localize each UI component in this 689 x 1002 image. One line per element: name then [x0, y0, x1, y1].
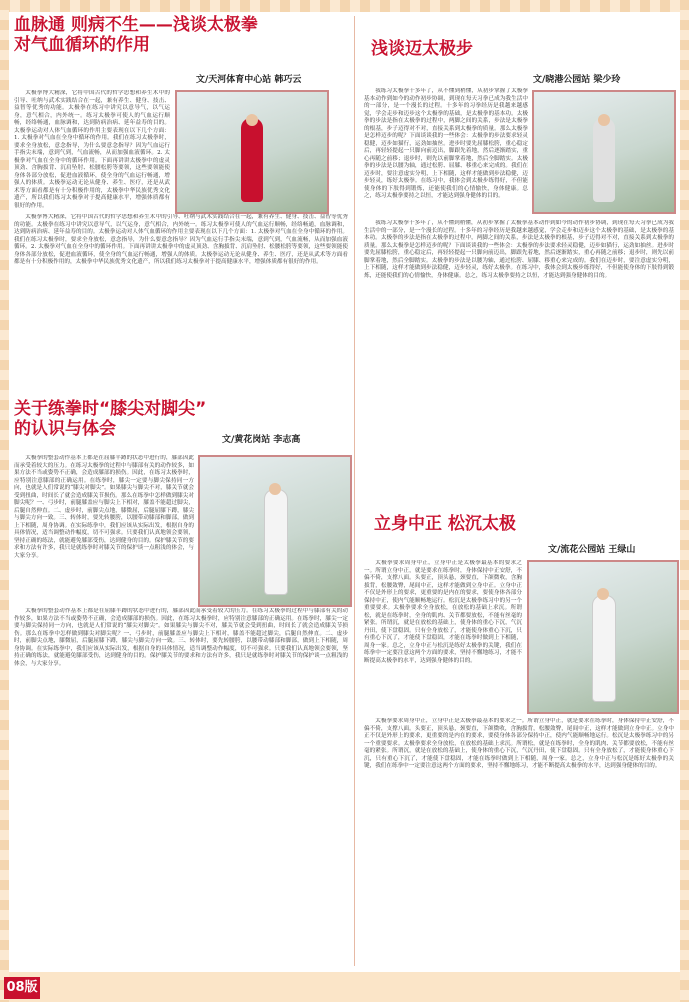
article1-title	[14, 16, 364, 55]
article2-person-figure	[593, 118, 615, 202]
article4-body-text: 太极拳要求周身中正，立身中正是太极拳最基本的要求之一。所谓立身中正，就是要求在练拳时，身体保持中正安舒，不偏不倚，支撑八面。头要正，顶头悬，颈要直，下颌微收，含胸拔背，松腰敛臀，尾闾中正，这样才能做到立身中正。立身中正不仅是外形上的要求，更重要的是内在的要求，要使身体各部分保持中正，使内气能顺畅地运行。松沉是太极拳练习中的另一个重要要求。太极拳要求全身放松，在放松的基础上求沉。所谓松，就是在练拳时，全身的肌肉、关节都要放松，不能有丝毫的紧张。所谓沉，就是在放松的基础上，使身体的重心下沉，气沉丹田，使下盘稳固。只有全身放松了，才能使身体重心下沉，只有重心下沉了，才能使下盘稳固，才能在练拳时做到上下相随，周身一家。总之，立身中正与松沉是练好太极拳的关键，我们在练拳中一定要注意这两个方面的要求，坚持不懈地练习，才能不断提高太极拳的水平，达到强身健体的目的。	[364, 560, 522, 664]
article1-body-text: 太极拳博大精深，它将中国古代的哲学思想和养生术中的引导、吐纳与武术实践结合在一起，兼有养生、健身、技击、益智等优秀的功能。太极拳在练习中讲究以意导气，以气运身，意气相合，内外统一。练习太极拳可使人的气血运行顺畅，经络畅通，血脉调和，达到防病治病、延年益寿的目的。太极拳运动对人体气血循环的作用主要表现在以下几个方面：1. 太极拳对气血在全身中循环的作用。我们在练习太极拳时，要求全身放松，意念指导，为什么要意念指导？因为气血运行手指尖末端，意到气到，气血流畅，从而加强血液循环。2. 太极拳对气血在全身中的循环作用。下面再讲讲太极拳中的虚灵顶劲、含胸拔背、沉肩坠肘、松腰松胯等要领，这些要领能使身体各部分放松，促进血液循环，使全身的气血运行畅通，增强人的体质。太极拳运动无论从健身、养生、医疗，还是从武术等方面看都是有十分积极作用的，太极拳中华民族优秀文化遗产，所以我们练习太极拳对于提高健康水平，增强体质都有很好的作用。	[14, 90, 170, 209]
article4-person-head	[597, 588, 609, 600]
article3-person-figure	[264, 489, 288, 595]
article1-body	[14, 90, 170, 210]
article4-body-continued	[364, 718, 674, 968]
article2-photo	[532, 90, 676, 214]
column-divider	[354, 16, 355, 966]
article3-body-text-2: 太极拳的整套动作基本上都是在屈膝半蹲的状态中进行的，膝部因此而承受着较大的压力。在练习太极拳的过程中与膝部有关的动作较多，如果方法不当或姿势不正确，会造成膝部的损伤。因此，在练习太极拳时，应特别注意膝部的正确运用。在练拳时，膝尖一定要与脚尖保持同一方向，也就是人们常说的“膝尖对脚尖”。如果膝尖与脚尖不对，膝关节就会受到扭曲，时间长了就会造成膝关节损伤。那么在练拳中怎样做到膝尖对脚尖呢？一、弓步时，前腿膝盖应与脚尖上下相对，膝盖不能超过脚尖，后腿自然伸直。二、虚步时，前脚尖点地，膝微屈，后腿屈膝下蹲，膝尖与脚尖方向一致。三、转体时，要先转腰胯，以腰带动膝部和脚部，做到上下相随，周身协调。在实际练拳中，我们应该从实际出发，根据自身的具体情况，适当调整动作幅度，切不可强求。只要我们认真地领会要领，坚持正确的练法，就能避免膝部受伤，达到健身的目的。保护膝关节的要求和方法有许多，我只是就练拳时对膝关节的保护谈一点粗浅的体会，与大家分享。	[14, 608, 348, 667]
article3-title-line2: 的认识与体会	[14, 418, 116, 439]
article4-title: 立身中正 松沉太极	[374, 514, 516, 534]
article1-photo	[175, 90, 329, 214]
article4-body-text-2: 太极拳要求周身中正，立身中正是太极拳最基本的要求之一。所谓立身中正，就是要求在练拳时，身体保持中正安舒，不偏不倚，支撑八面。头要正，顶头悬，颈要直，下颌微收，含胸拔背，松腰敛臀，尾闾中正，这样才能做到立身中正。立身中正不仅是外形上的要求，更重要的是内在的要求，要使身体各部分保持中正，使内气能顺畅地运行。松沉是太极拳练习中的另一个重要要求。太极拳要求全身放松，在放松的基础上求沉。所谓松，就是在练拳时，全身的肌肉、关节都要放松，不能有丝毫的紧张。所谓沉，就是在放松的基础上，使身体的重心下沉，气沉丹田，使下盘稳固。只有全身放松了，才能使身体重心下沉，只有重心下沉了，才能使下盘稳固，才能在练拳时做到上下相随，周身一家。总之，立身中正与松沉是练好太极拳的关键，我们在练拳中一定要注意这两个方面的要求，坚持不懈地练习，才能不断提高太极拳的水平，达到强身健体的目的。	[364, 718, 674, 769]
article1-body-text-2: 太极拳博大精深，它将中国古代的哲学思想和养生术中的引导、吐纳与武术实践结合在一起，兼有养生、健身、技击、益智等优秀的功能。太极拳在练习中讲究以意导气，以气运身，意气相合，内外统一。练习太极拳可使人的气血运行顺畅，经络畅通，血脉调和，达到防病治病、延年益寿的目的。太极拳运动对人体气血循环的作用主要表现在以下几个方面：1. 太极拳对气血在全身中循环的作用。我们在练习太极拳时，要求全身放松，意念指导，为什么要意念指导？因为气血运行手指尖末端，意到气到，气血流畅，从而加强血液循环。2. 太极拳对气血在全身中的循环作用。下面再讲讲太极拳中的虚灵顶劲、含胸拔背、沉肩坠肘、松腰松胯等要领，这些要领能使身体各部分放松，促进血液循环，使全身的气血运行畅通，增强人的体质。太极拳运动无论从健身、养生、医疗，还是从武术等方面看都是有十分积极作用的，太极拳中华民族优秀文化遗产，所以我们练习太极拳对于提高健康水平，增强体质都有很好的作用。	[14, 214, 348, 265]
decorative-border-top	[0, 0, 689, 12]
article3-photo	[198, 455, 352, 607]
article4-person-figure	[592, 595, 616, 702]
article4-body	[364, 560, 522, 714]
article1-person-head	[246, 114, 258, 126]
decorative-border-bottom	[0, 972, 689, 1002]
decorative-border-left	[0, 0, 9, 1002]
article2-body-text: 我练习太极拳十多年了，从不懂到稍懂，从初步掌握了太极拳基本动作到如今的动作初步协调，到现在每天习拳已成为我生活中的一部分，是一个漫长的过程。十多年的习拳经历是我越来越感觉，学会走步和迈步这个太极拳的基础，是太极拳的基本功。太极拳的步法是指在太极拳的过程中，两脚之间的关系，步法是太极拳的根基，步子迈得对不对，直接关系到太极拳的质量。那么太极拳是怎样迈步的呢？下面谈谈我的一些体会：太极拳的步法要求轻灵稳健，迈步如猫行，运劲如抽丝。进步时要先屈膝松胯，重心稳定后，再轻轻提起一只脚向前迈出，脚跟先着地，然后逐渐踏实，重心再随之前移；退步时，则先以前脚掌着地，然后全脚踏实。太极拳的步法是以腰为轴，通过松胯、屈膝、移重心来完成的。我们在迈步时，要注意虚实分明，上下相随，这样才能做到步法稳健，迈步轻灵，练好太极拳。在练习中，我体会到太极步练得好，不但能使身体的下肢得到锻炼，还能使我们的心情愉快，身体健康。总之，练习太极拳要持之以恒，才能达到强身健体的目的。	[364, 88, 528, 199]
article2-body-text-2: 我练习太极拳十多年了，从不懂到稍懂，从初步掌握了太极拳基本动作到如今的动作初步协调，到现在每天习拳已成为我生活中的一部分，是一个漫长的过程。十多年的习拳经历是我越来越感觉，学会走步和迈步这个太极拳的基础，是太极拳的基本功。太极拳的步法是指在太极拳的过程中，两脚之间的关系，步法是太极拳的根基，步子迈得对不对，直接关系到太极拳的质量。那么太极拳是怎样迈步的呢？下面谈谈我的一些体会：太极拳的步法要求轻灵稳健，迈步如猫行，运劲如抽丝。进步时要先屈膝松胯，重心稳定后，再轻轻提起一只脚向前迈出，脚跟先着地，然后逐渐踏实，重心再随之前移；退步时，则先以前脚掌着地，然后全脚踏实。太极拳的步法是以腰为轴，通过松胯、屈膝、移重心来完成的。我们在迈步时，要注意虚实分明，上下相随，这样才能做到步法稳健，迈步轻灵，练好太极拳。在练习中，我体会到太极步练得好，不但能使身体的下肢得到锻炼，还能使我们的心情愉快，身体健康。总之，练习太极拳要持之以恒，才能达到强身健体的目的。	[364, 220, 674, 279]
article3-person-head	[269, 483, 281, 495]
article3-title-line1: 关于练拳时“膝尖对脚尖”	[14, 399, 207, 419]
decorative-border-right	[680, 0, 689, 1002]
article1-title-line2: 对气血循环的作用	[14, 34, 150, 55]
article4-byline: 文/流花公园站 王绿山	[548, 545, 636, 555]
article2-body-continued	[364, 220, 674, 482]
article1-person-figure	[241, 118, 263, 202]
article3-byline: 文/黄花岗站 李志高	[222, 435, 301, 445]
article3-body	[14, 455, 194, 603]
article1-title-line1: 血脉通 则病不生——浅谈太极拳	[14, 15, 258, 35]
article1-body-continued	[14, 214, 348, 354]
article2-person-head	[598, 114, 610, 126]
article4-photo	[527, 560, 679, 714]
article3-body-continued	[14, 608, 348, 968]
article2-title: 浅谈迈太极步	[371, 39, 473, 59]
page-number: 08版	[4, 977, 40, 999]
article2-byline: 文/晓港公园站 梁少玲	[533, 75, 621, 85]
article3-body-text: 太极拳的整套动作基本上都是在屈膝半蹲的状态中进行的，膝部因此而承受着较大的压力。在练习太极拳的过程中与膝部有关的动作较多，如果方法不当或姿势不正确，会造成膝部的损伤。因此，在练习太极拳时，应特别注意膝部的正确运用。在练拳时，膝尖一定要与脚尖保持同一方向，也就是人们常说的“膝尖对脚尖”。如果膝尖与脚尖不对，膝关节就会受到扭曲，时间长了就会造成膝关节损伤。那么在练拳中怎样做到膝尖对脚尖呢？一、弓步时，前腿膝盖应与脚尖上下相对，膝盖不能超过脚尖，后腿自然伸直。二、虚步时，前脚尖点地，膝微屈，后腿屈膝下蹲，膝尖与脚尖方向一致。三、转体时，要先转腰胯，以腰带动膝部和脚部，做到上下相随，周身协调。在实际练拳中，我们应该从实际出发，根据自身的具体情况，适当调整动作幅度，切不可强求。只要我们认真地领会要领，坚持正确的练法，就能避免膝部受伤，达到健身的目的。保护膝关节的要求和方法有许多，我只是就练拳时对膝关节的保护谈一点粗浅的体会，与大家分享。	[14, 455, 194, 559]
article2-body	[364, 88, 528, 216]
article1-byline: 文/天河体育中心站 韩巧云	[196, 75, 302, 85]
